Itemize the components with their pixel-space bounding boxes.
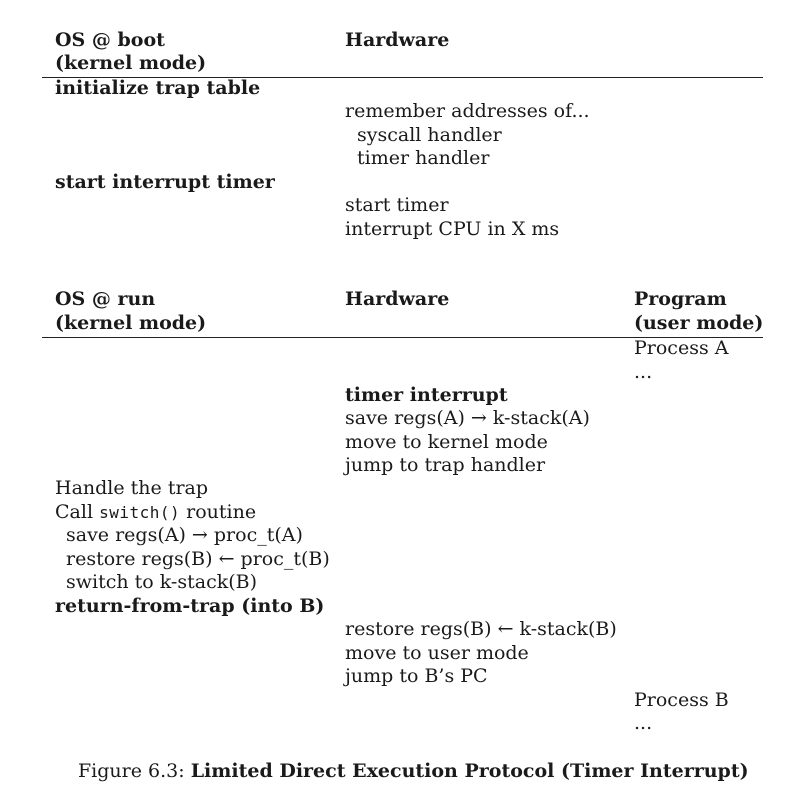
call-suffix: routine [180, 501, 257, 523]
boot-os-init: initialize trap table [55, 77, 261, 99]
run-prog-ellipsis-1: ... [634, 361, 653, 383]
boot-hw-header: Hardware [345, 29, 450, 51]
run-hw-jump-trap: jump to trap handler [345, 454, 546, 476]
run-os-restore-regs: restore regs(B) ← proc_t(B) [66, 548, 330, 570]
boot-os-start-timer: start interrupt timer [55, 171, 275, 193]
run-hw-header: Hardware [345, 288, 450, 310]
run-prog-process-a: Process A [634, 337, 729, 359]
boot-hw-start-timer: start timer [345, 194, 449, 216]
boot-os-header: OS @ boot [55, 29, 165, 51]
boot-hw-timer-handler: timer handler [357, 147, 490, 169]
run-hw-restore-regs: restore regs(B) ← k-stack(B) [345, 618, 617, 640]
switch-code: switch() [99, 503, 181, 522]
figure-caption [78, 760, 749, 784]
run-os-header: OS @ run [55, 288, 156, 310]
run-os-switch-stack: switch to k-stack(B) [66, 571, 258, 593]
run-prog-ellipsis-2: ... [634, 712, 653, 734]
run-os-return-trap: return-from-trap (into B) [55, 595, 325, 617]
boot-os-mode: (kernel mode) [55, 52, 207, 74]
boot-hw-interrupt: interrupt CPU in X ms [345, 218, 560, 240]
caption-label: Figure 6.3: [78, 760, 191, 782]
run-hw-move-kernel: move to kernel mode [345, 431, 548, 453]
run-hw-move-user: move to user mode [345, 642, 529, 664]
run-hw-timer-interrupt: timer interrupt [345, 384, 508, 406]
boot-hw-syscall: syscall handler [357, 124, 502, 146]
run-hw-jump-pc: jump to B’s PC [345, 665, 488, 687]
run-os-handle-trap: Handle the trap [55, 477, 209, 499]
run-os-save-regs: save regs(A) → proc_t(A) [66, 524, 303, 546]
run-hw-save-regs: save regs(A) → k-stack(A) [345, 407, 590, 429]
boot-hw-remember: remember addresses of... [345, 100, 590, 122]
run-os-call-switch [55, 501, 256, 525]
run-os-mode: (kernel mode) [55, 312, 207, 334]
run-prog-header: Program [634, 288, 727, 310]
call-prefix: Call [55, 501, 100, 523]
run-prog-mode: (user mode) [634, 312, 764, 334]
run-prog-process-b: Process B [634, 689, 729, 711]
caption-title: Limited Direct Execution Protocol (Timer Interrupt) [190, 760, 749, 782]
